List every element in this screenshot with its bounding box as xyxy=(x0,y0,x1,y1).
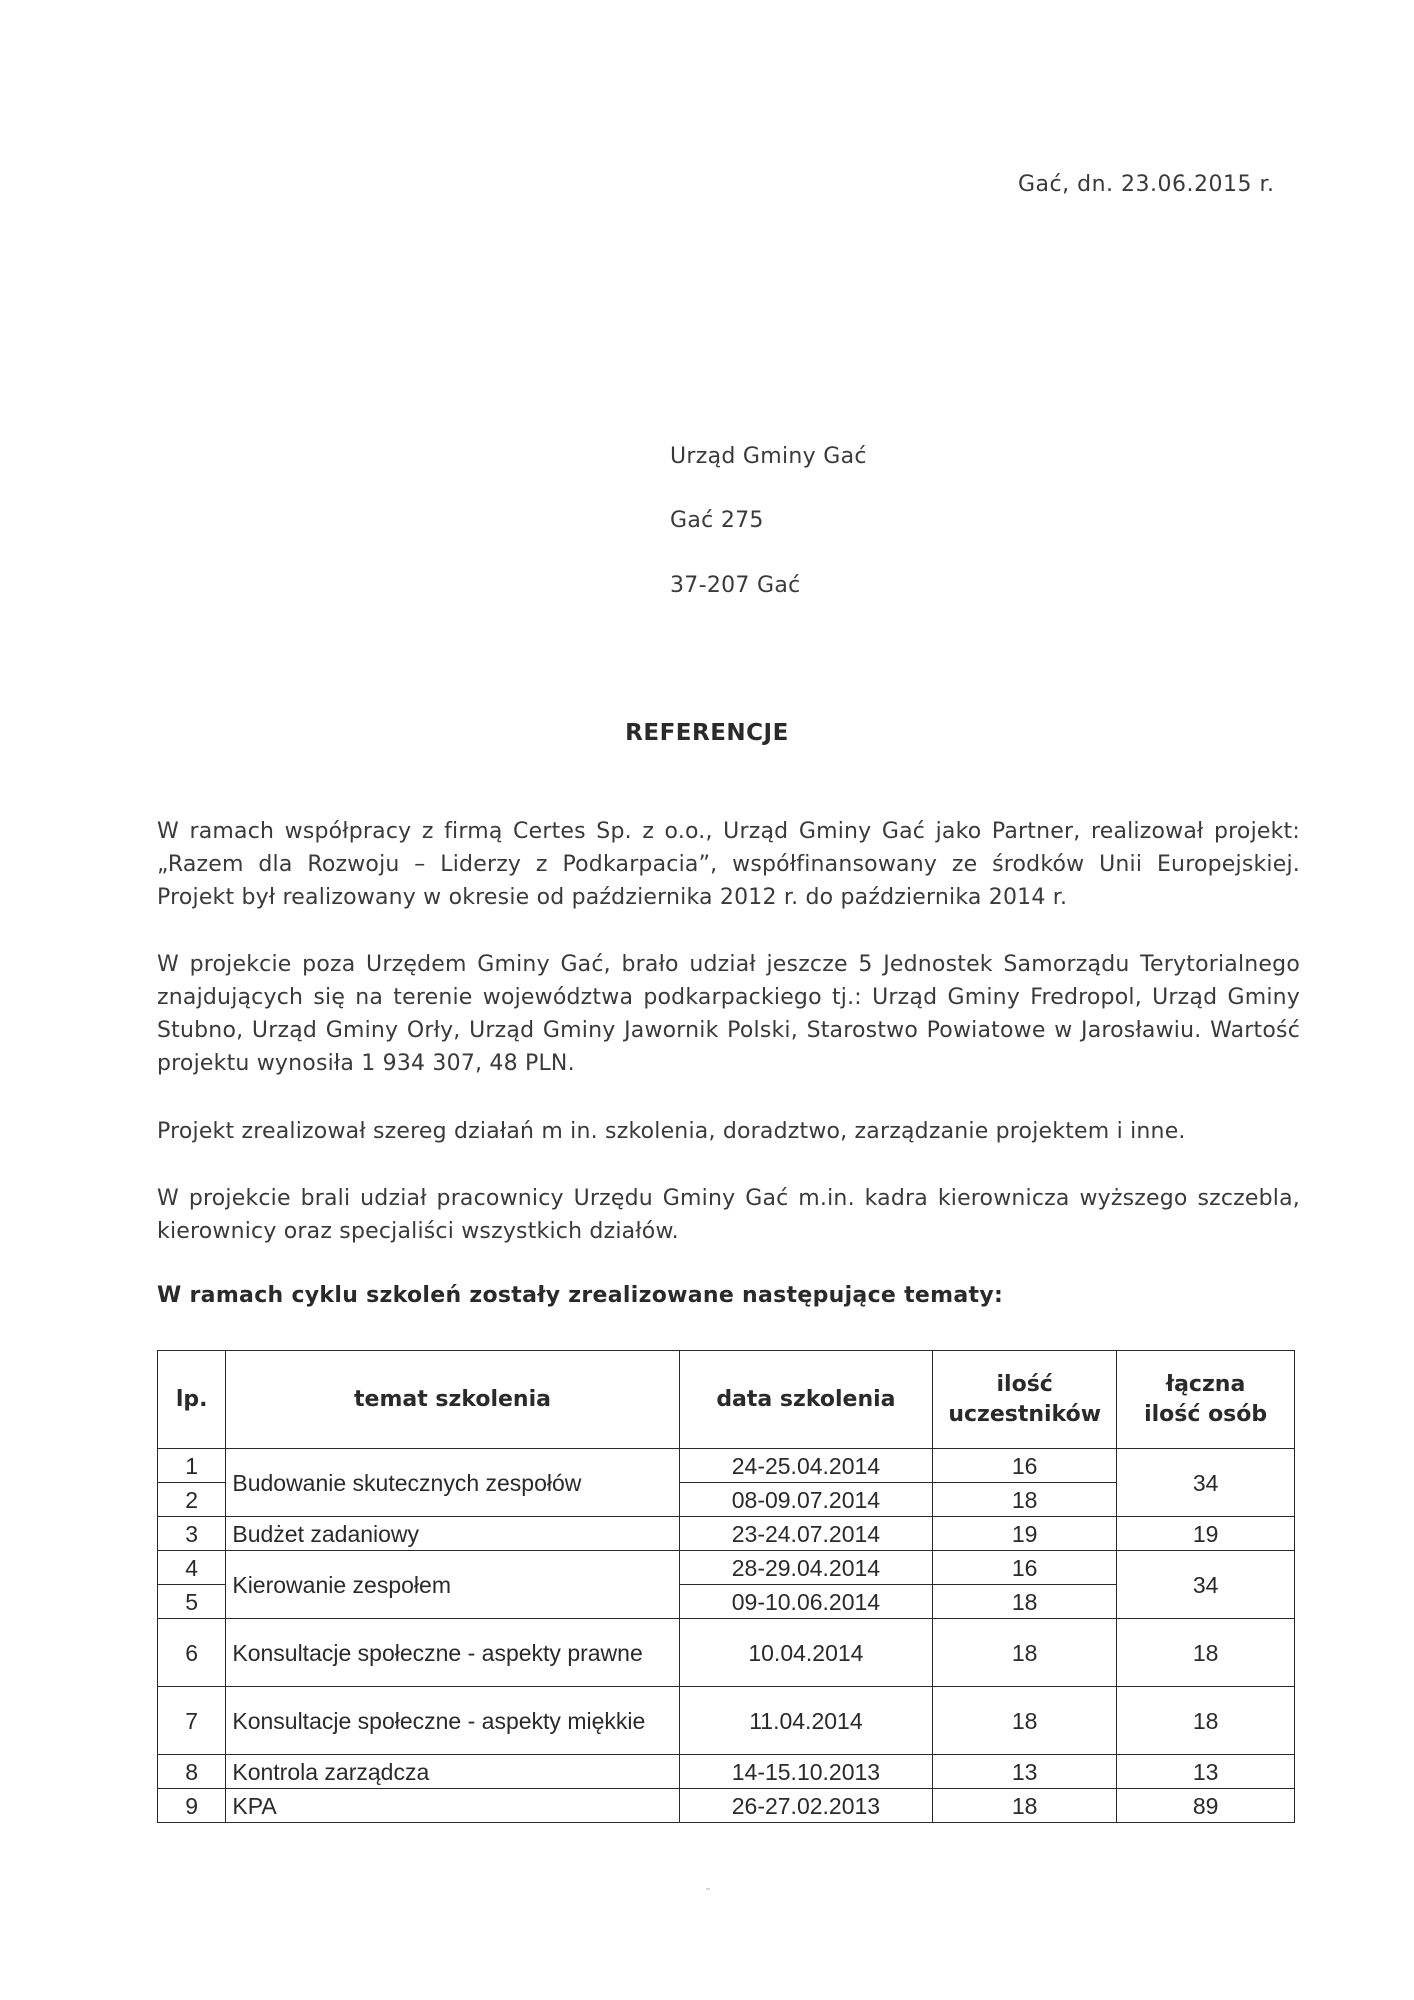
document-title: REFERENCJE xyxy=(625,720,789,746)
header-total-line1: łączna xyxy=(1165,1371,1246,1397)
cell-total: 13 xyxy=(1117,1755,1295,1789)
table-row xyxy=(158,1551,1295,1585)
cell-lp: 7 xyxy=(158,1687,226,1755)
recipient-postal: 37-207 Gać xyxy=(670,573,801,598)
cell-topic: Kierowanie zespołem xyxy=(226,1551,679,1619)
header-count xyxy=(933,1351,1117,1449)
cell-count: 19 xyxy=(933,1517,1117,1551)
header-total-line2: ilość osób xyxy=(1144,1401,1268,1427)
cell-lp: 1 xyxy=(158,1449,226,1483)
header-count-line2: uczestników xyxy=(948,1401,1102,1427)
cell-lp: 8 xyxy=(158,1755,226,1789)
cell-date: 09-10.06.2014 xyxy=(679,1585,932,1619)
scan-speck xyxy=(706,1888,710,1890)
table-heading: W ramach cyklu szkoleń zostały zrealizowane następujące tematy: xyxy=(157,1283,1004,1308)
header-count-line1: ilość xyxy=(996,1371,1053,1397)
cell-count: 13 xyxy=(933,1755,1117,1789)
cell-date: 14-15.10.2013 xyxy=(679,1755,932,1789)
cell-lp: 5 xyxy=(158,1585,226,1619)
cell-count: 16 xyxy=(933,1551,1117,1585)
cell-date: 26-27.02.2013 xyxy=(679,1789,932,1823)
paragraph-participants: W projekcie brali udział pracownicy Urzędu Gminy Gać m.in. kadra kierownicza wyższego szczebla, kierownicy oraz specjaliści wszystkich działów. xyxy=(157,1186,1300,1244)
cell-lp: 9 xyxy=(158,1789,226,1823)
cell-lp: 3 xyxy=(158,1517,226,1551)
cell-topic: Kontrola zarządcza xyxy=(226,1755,679,1789)
table-row xyxy=(158,1789,1295,1823)
cell-total: 18 xyxy=(1117,1687,1295,1755)
recipient-street: Gać 275 xyxy=(670,508,764,533)
cell-topic: Konsultacje społeczne - aspekty prawne xyxy=(226,1619,679,1687)
cell-total: 19 xyxy=(1117,1517,1295,1551)
cell-date: 08-09.07.2014 xyxy=(679,1483,932,1517)
header-total xyxy=(1117,1351,1295,1449)
table-row xyxy=(158,1687,1295,1755)
cell-date: 24-25.04.2014 xyxy=(679,1449,932,1483)
training-table xyxy=(157,1350,1295,1823)
place-and-date: Gać, dn. 23.06.2015 r. xyxy=(1018,172,1275,197)
cell-count: 18 xyxy=(933,1789,1117,1823)
paragraph-project: W ramach współpracy z firmą Certes Sp. z o.o., Urząd Gminy Gać jako Partner, realizował projekt: „Razem dla Rozwoju – Liderzy z Podkarpacia”, współfinansowany ze środków Unii Europejskiej. Projekt był realizowany w okresie od października 2012 r. do października 2014 r. xyxy=(157,819,1300,910)
cell-topic: Budowanie skutecznych zespołów xyxy=(226,1449,679,1517)
paragraph-partners: W projekcie poza Urzędem Gminy Gać, brało udział jeszcze 5 Jednostek Samorządu Terytorialnego znajdujących się na terenie województwa podkarpackiego tj.: Urząd Gminy Fredropol, Urząd Gminy Stubno, Urząd Gminy Orły, Urząd Gminy Jawornik Polski, Starostwo Powiatowe w Jarosławiu. Wartość projektu wynosiła 1 934 307, 48 PLN. xyxy=(157,952,1300,1076)
cell-lp: 4 xyxy=(158,1551,226,1585)
cell-date: 23-24.07.2014 xyxy=(679,1517,932,1551)
cell-lp: 2 xyxy=(158,1483,226,1517)
header-topic: temat szkolenia xyxy=(226,1351,679,1449)
cell-topic: KPA xyxy=(226,1789,679,1823)
cell-total: 34 xyxy=(1117,1449,1295,1517)
cell-date: 28-29.04.2014 xyxy=(679,1551,932,1585)
cell-date: 11.04.2014 xyxy=(679,1687,932,1755)
cell-date: 10.04.2014 xyxy=(679,1619,932,1687)
cell-topic: Budżet zadaniowy xyxy=(226,1517,679,1551)
header-lp: lp. xyxy=(158,1351,226,1449)
cell-count: 18 xyxy=(933,1483,1117,1517)
paragraph-activities: Projekt zrealizował szereg działań m in. szkolenia, doradztwo, zarządzanie projektem i inne. xyxy=(157,1119,1186,1144)
table-header-row xyxy=(158,1351,1295,1449)
cell-count: 18 xyxy=(933,1619,1117,1687)
cell-count: 18 xyxy=(933,1687,1117,1755)
recipient-name: Urząd Gminy Gać xyxy=(670,444,867,469)
table-row xyxy=(158,1619,1295,1687)
cell-total: 34 xyxy=(1117,1551,1295,1619)
header-date: data szkolenia xyxy=(679,1351,932,1449)
cell-count: 16 xyxy=(933,1449,1117,1483)
cell-lp: 6 xyxy=(158,1619,226,1687)
table-row xyxy=(158,1517,1295,1551)
cell-count: 18 xyxy=(933,1585,1117,1619)
cell-topic: Konsultacje społeczne - aspekty miękkie xyxy=(226,1687,679,1755)
table-row xyxy=(158,1755,1295,1789)
cell-total: 89 xyxy=(1117,1789,1295,1823)
cell-total: 18 xyxy=(1117,1619,1295,1687)
table-row xyxy=(158,1449,1295,1483)
